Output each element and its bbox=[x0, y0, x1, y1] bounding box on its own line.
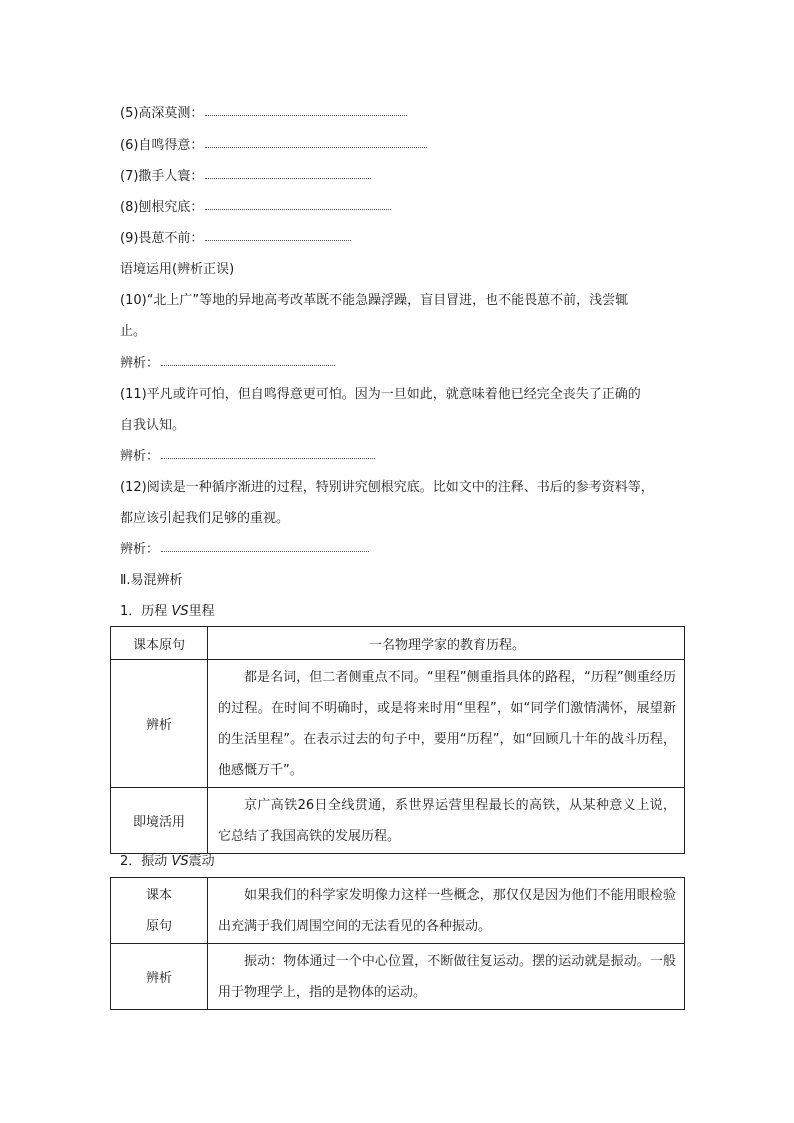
question-10-answer bbox=[120, 354, 335, 374]
pair1-table bbox=[110, 626, 685, 854]
item-number: (8) bbox=[120, 200, 139, 215]
question-11-line1 bbox=[120, 385, 641, 405]
heading-number: 1． bbox=[120, 604, 142, 619]
row-content: 一名物理学家的教育历程。 bbox=[208, 627, 685, 660]
pair2-table bbox=[110, 877, 685, 1010]
row-label bbox=[111, 878, 208, 944]
question-11-answer bbox=[120, 447, 375, 467]
answer-blank[interactable] bbox=[205, 178, 371, 179]
item-word: 畏葸不前： bbox=[138, 231, 204, 246]
item-6 bbox=[120, 136, 427, 156]
question-text: “北上广”等地的异地高考改革既不能急躁浮躁，盲目冒进，也不能畏葸不前，浅尝辄 bbox=[146, 293, 629, 308]
question-12-line2: 都应该引起我们足够的重视。 bbox=[120, 511, 290, 526]
vs-label: VS bbox=[171, 854, 189, 869]
row-label: 辨析 bbox=[111, 660, 208, 788]
table-row bbox=[111, 627, 685, 660]
row-label: 辨析 bbox=[111, 944, 208, 1010]
answer-blank[interactable] bbox=[205, 209, 391, 210]
item-word: 刨根究底： bbox=[138, 200, 204, 215]
row-content: 都是名词，但二者侧重点不同。“里程”侧重指具体的路程，“历程”侧重经历的过程。在时间不明确时，或是将来时用“里程”，如“同学们激情满怀，展望新的生活里程”。在表示过去的句子中，要用“历程”，如“回顾几十年的战斗历程，他感慨万千”。 bbox=[208, 660, 685, 788]
row-label: 即境活用 bbox=[111, 788, 208, 854]
row-content: 京广高铁26日全线贯通，系世界运营里程最长的高铁，从某种意义上说，它总结了我国高铁的发展历程。 bbox=[208, 788, 685, 854]
question-number: (10) bbox=[120, 293, 147, 308]
item-8 bbox=[120, 198, 391, 218]
table-row bbox=[111, 660, 685, 788]
question-10-line1 bbox=[120, 291, 628, 311]
word-b: 震动 bbox=[188, 854, 215, 869]
word-a: 历程 bbox=[141, 604, 168, 619]
question-10-line2: 止。 bbox=[120, 324, 147, 339]
item-7 bbox=[120, 167, 371, 187]
row-label-line2: 原句 bbox=[145, 918, 172, 934]
item-word: 高深莫测： bbox=[138, 106, 204, 121]
item-number: (7) bbox=[120, 169, 139, 184]
question-text: 平凡或许可怕，但自鸣得意更可怕。因为一旦如此，就意味着他已经完全丧失了正确的 bbox=[146, 387, 641, 402]
word-a: 振动 bbox=[141, 854, 168, 869]
question-number: (12) bbox=[120, 480, 147, 495]
question-11-line2: 自我认知。 bbox=[120, 418, 186, 433]
item-5 bbox=[120, 104, 407, 124]
answer-blank[interactable] bbox=[161, 365, 335, 366]
answer-blank[interactable] bbox=[205, 240, 351, 241]
answer-label: 辨析： bbox=[120, 542, 160, 557]
answer-blank[interactable] bbox=[161, 551, 369, 552]
context-heading: 语境运用(辨析正误) bbox=[120, 262, 235, 277]
answer-blank[interactable] bbox=[205, 147, 427, 148]
question-12-line1 bbox=[120, 478, 654, 498]
question-12-answer bbox=[120, 540, 369, 560]
item-number: (5) bbox=[120, 106, 139, 121]
row-label: 课本原句 bbox=[111, 627, 208, 660]
answer-label: 辨析： bbox=[120, 356, 160, 371]
table-row bbox=[111, 944, 685, 1010]
section-title: Ⅱ.易混辨析 bbox=[120, 573, 183, 588]
row-label-line1: 课本 bbox=[145, 887, 172, 903]
vs-label: VS bbox=[171, 604, 189, 619]
pair2-heading bbox=[120, 852, 215, 872]
answer-label: 辨析： bbox=[120, 449, 160, 464]
item-word: 撒手人寰： bbox=[138, 169, 204, 184]
item-number: (6) bbox=[120, 138, 139, 153]
row-content: 如果我们的科学家发明像力这样一些概念，那仅仅是因为他们不能用眼检验出充满于我们周围空间的无法看见的各种振动。 bbox=[208, 878, 685, 944]
table-row bbox=[111, 878, 685, 944]
item-9 bbox=[120, 229, 351, 249]
item-word: 自鸣得意： bbox=[138, 138, 204, 153]
pair1-heading bbox=[120, 602, 215, 622]
row-content: 振动：物体通过一个中心位置，不断做往复运动。摆的运动就是振动。一般用于物理学上，指的是物体的运动。 bbox=[208, 944, 685, 1010]
table-row bbox=[111, 788, 685, 854]
question-text: 阅读是一种循序渐进的过程，特别讲究刨根究底。比如文中的注释、书后的参考资料等， bbox=[146, 480, 654, 495]
answer-blank[interactable] bbox=[161, 458, 375, 459]
answer-blank[interactable] bbox=[205, 115, 407, 116]
item-number: (9) bbox=[120, 231, 139, 246]
question-number: (11) bbox=[120, 387, 147, 402]
heading-number: 2． bbox=[120, 854, 142, 869]
word-b: 里程 bbox=[188, 604, 215, 619]
